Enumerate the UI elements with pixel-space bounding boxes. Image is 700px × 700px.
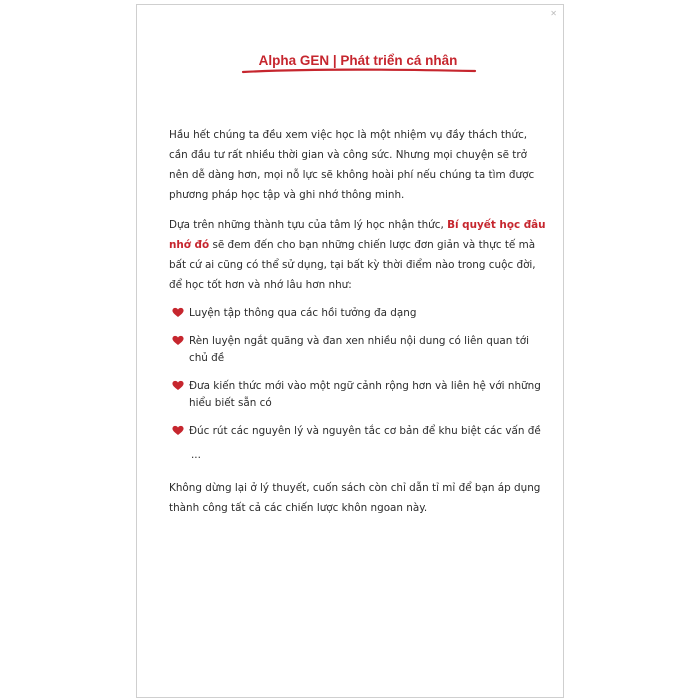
list-item bbox=[169, 423, 547, 440]
list-item bbox=[169, 333, 547, 367]
intro-paragraph: Hầu hết chúng ta đều xem việc học là một nhiệm vụ đầy thách thức, cần đầu tư rất nhiều thời gian và công sức. Nhưng mọi chuyện sẽ trở nên dễ dàng hơn, mọi nỗ lực sẽ không hoài phí nếu chúng ta tìm được phương pháp học tập và ghi nhớ thông minh. bbox=[169, 129, 535, 201]
second-paragraph-lead: Dựa trên những thành tựu của tâm lý học nhận thức, bbox=[169, 219, 448, 231]
red-heart-bullet-icon bbox=[172, 425, 184, 436]
strategy-list bbox=[169, 305, 547, 440]
second-paragraph bbox=[169, 215, 547, 295]
list-item-text: Đưa kiến thức mới vào một ngữ cảnh rộng hơn và liên hệ với những hiểu biết sẵn có bbox=[189, 380, 541, 409]
page-body bbox=[169, 125, 547, 528]
red-heart-bullet-icon bbox=[172, 335, 184, 346]
corner-mark-icon: ✕ bbox=[550, 9, 557, 18]
page-header bbox=[243, 50, 473, 69]
header-title: Alpha GEN | Phát triển cá nhân bbox=[258, 53, 458, 68]
red-heart-bullet-icon bbox=[172, 380, 184, 391]
book-title-highlight: Bí quyết học đâu nhớ đó bbox=[169, 219, 546, 251]
list-item-text: Đúc rút các nguyên lý và nguyên tắc cơ bản để khu biệt các vấn đề bbox=[189, 425, 541, 437]
header-underline-brush bbox=[241, 66, 477, 76]
list-item bbox=[169, 378, 547, 412]
list-item-text: Rèn luyện ngắt quãng và đan xen nhiều nội dung có liên quan tới chủ đề bbox=[189, 335, 529, 364]
second-paragraph-tail: sẽ đem đến cho bạn những chiến lược đơn giản và thực tế mà bất cứ ai cũng có thể sử dụng, tại bất kỳ thời điểm nào trong cuộc đời, để học tốt hơn và nhớ lâu hơn như: bbox=[169, 239, 536, 291]
book-page bbox=[136, 4, 564, 698]
list-item-text: Luyện tập thông qua các hồi tưởng đa dạng bbox=[189, 307, 417, 319]
list-item bbox=[169, 305, 547, 322]
closing-paragraph: Không dừng lại ở lý thuyết, cuốn sách còn chỉ dẫn tỉ mỉ để bạn áp dụng thành công tất cả các chiến lược khôn ngoan này. bbox=[169, 482, 541, 514]
red-heart-bullet-icon bbox=[172, 307, 184, 318]
list-ellipsis: ... bbox=[191, 449, 201, 461]
